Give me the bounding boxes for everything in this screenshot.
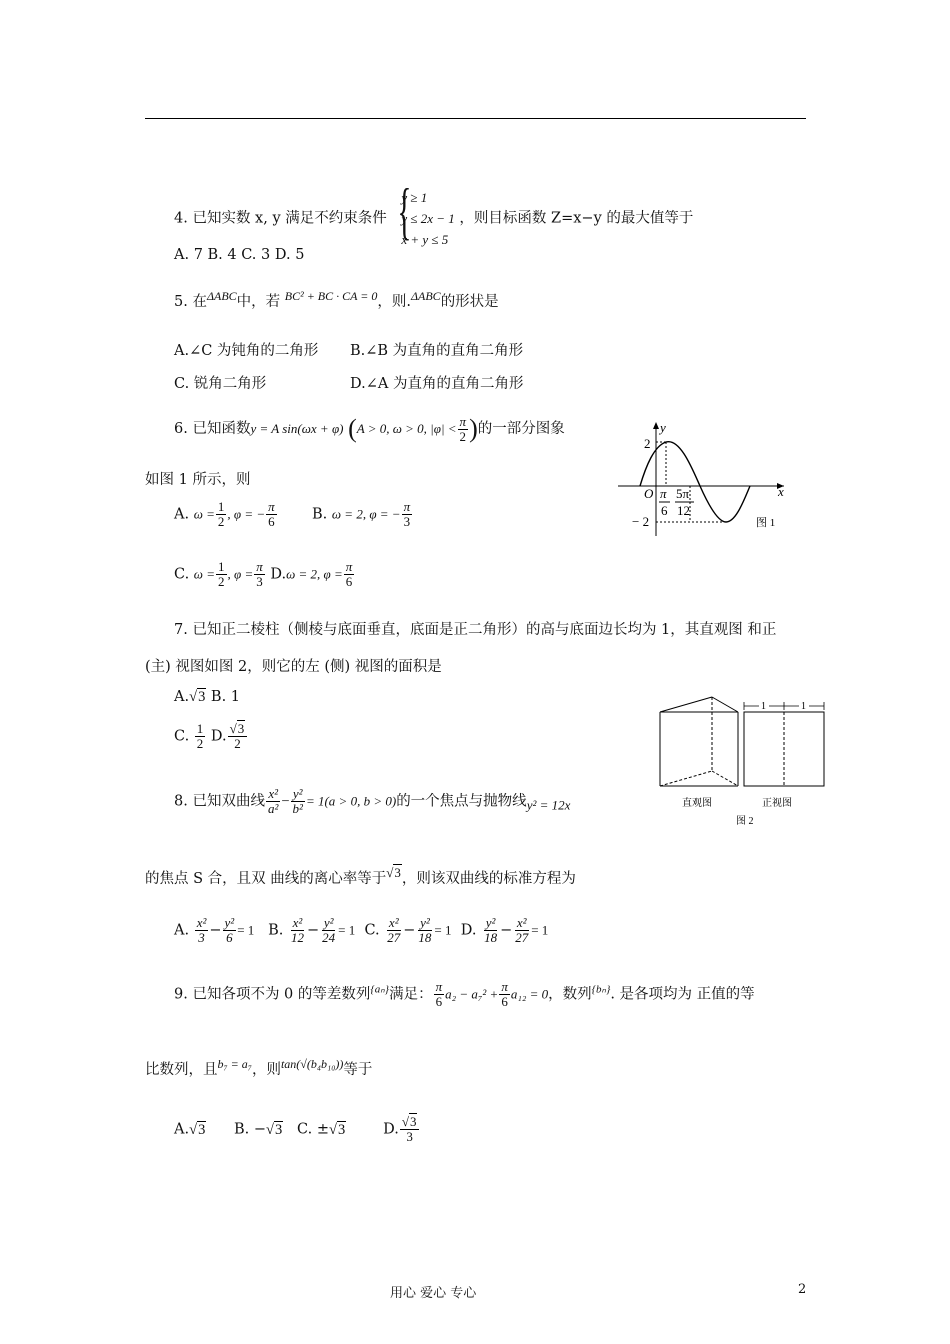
q5-abc-2: ΔABC <box>410 289 441 303</box>
q8-parab: y² = 12x <box>526 797 571 813</box>
q8-a-d1: 3 <box>198 930 205 945</box>
q8-text-c: 的焦点 S 合，且双 曲线的离心率等于 <box>145 870 387 887</box>
q7-opt-c-den: 2 <box>196 736 204 751</box>
q6-text-a: 6. 已知函数 <box>174 421 251 437</box>
q9-opt-c-sqrt3: 3 <box>337 1121 346 1138</box>
q9-text-d: . 是各项均为 正值的等 <box>610 986 755 1003</box>
q8-minus: − <box>281 793 290 810</box>
q9-a12: a₁₂ = 0 <box>510 986 549 1002</box>
q6-opt-a-tail: , φ = − <box>227 506 266 522</box>
q8-c-n2: y² <box>420 915 430 930</box>
q4-c3: x + y ≤ 5 <box>401 232 449 247</box>
q8-opt-d: D. <box>460 922 477 939</box>
q4-options: A. 7 B. 4 C. 3 D. 5 <box>174 247 305 263</box>
page-number: 2 <box>798 1282 807 1297</box>
fig2-hidden-bottom-left <box>660 771 712 786</box>
q8-line <box>174 787 570 816</box>
q8-d-d2: 27 <box>515 930 529 945</box>
q5-line <box>174 289 499 311</box>
q4-c1: { y ≥ 1 <box>401 190 428 205</box>
fig2-top-left <box>660 697 712 712</box>
q7-line1: 7. 已知正二棱柱（侧棱与底面垂直，底面是正二角形）的高与底面边长均为 1，其直观图 和正 <box>174 622 777 638</box>
q7-line2: (主) 视图如图 2，则它的左 (侧) 视图的面积是 <box>145 659 442 675</box>
q9-six-1: 6 <box>435 994 443 1009</box>
q8-b-n2: y² <box>323 915 334 930</box>
fig1-neg-two: − 2 <box>632 514 650 529</box>
q5-expr: BC² + BC · CA = 0 <box>284 289 378 303</box>
q6-opt-b <box>312 500 413 529</box>
q9-line2-a: 比数列，且 <box>145 1061 218 1078</box>
figure-2-prism <box>652 694 832 830</box>
q9-opt-d-sqrt3: 3 <box>409 1114 417 1129</box>
q9-pi-1: π <box>435 979 443 994</box>
q9-text-b: 满足： <box>389 986 433 1003</box>
q9-text-a: 9. 已知各项不为 0 的等差数列 <box>174 986 371 1003</box>
fig2-caption-left: 直观图 <box>682 798 712 809</box>
q5-opt-d: D.∠A 为直角的直角二角形 <box>350 376 524 392</box>
q6-opt-c-tail: , φ = <box>227 566 254 582</box>
q6-opt-c-omega: ω = <box>193 566 215 582</box>
q4-text-b: ，则目标函数 Z=x−y 的最大值等于 <box>459 210 694 227</box>
q9-bn: {bₙ} <box>591 983 611 996</box>
q8-b-d1: 12 <box>291 930 304 945</box>
q8-c-d2: 18 <box>418 930 432 945</box>
q7-opt-d-den: 2 <box>234 736 241 751</box>
footer-center: 用心 爱心 专心 <box>390 1286 477 1301</box>
q9-text-c: ，数列 <box>548 986 592 1003</box>
q6-opt-d-head: ω = 2, φ = <box>286 566 343 582</box>
q8-a-d2: 6 <box>226 930 233 945</box>
q9-six-2: 6 <box>501 994 508 1009</box>
q9-line2 <box>145 1057 372 1079</box>
q6-opt-a-six: 6 <box>268 514 275 529</box>
q7-opt-c-num: 1 <box>196 721 204 736</box>
q9-opt-d-three: 3 <box>406 1129 413 1144</box>
q7-opt-a-sqrt3: 3 <box>198 689 206 705</box>
fig1-origin: O <box>644 486 654 501</box>
q8-x2: x² <box>268 786 278 801</box>
q8-d-n2: x² <box>516 915 527 930</box>
fig1-twelve: 12 <box>677 503 690 518</box>
fig1-y-arrow <box>653 422 659 429</box>
q8-text-b: 的一个焦点与抛物线 <box>396 793 527 810</box>
q9-line2-c: 等于 <box>343 1061 373 1078</box>
q8-b-eq: = 1 <box>338 922 356 938</box>
q7-opt-b: B. 1 <box>210 689 241 705</box>
q5-abc: ΔABC <box>206 289 237 303</box>
fig1-5pi: 5π <box>676 486 690 501</box>
q5-opt-a: A.∠C 为钝角的二角形 <box>174 343 319 359</box>
q9-opt-b: B. − <box>233 1121 266 1138</box>
q8-c-d1: 27 <box>387 930 401 945</box>
q5-opt-c: C. 锐角二角形 <box>174 376 267 392</box>
fig1-y-label: y <box>660 420 666 435</box>
q9-opt-b-sqrt3: 3 <box>274 1121 283 1138</box>
q6-opt-b-three: 3 <box>403 514 411 529</box>
q6-opt-d-label: D. <box>270 566 287 583</box>
q7-opt-ab: A.√3 B. 1 <box>174 689 241 705</box>
q6-opt-b-head: ω = 2, φ = − <box>331 506 401 522</box>
q8-b-n1: x² <box>292 915 303 930</box>
q6-cond-two: 2 <box>459 428 467 444</box>
q9-tan: tan(√(b₄b₁₀)) <box>280 1057 344 1071</box>
q8-d-n1: y² <box>485 915 496 930</box>
q8-b2: b² <box>292 801 303 816</box>
fig2-dim-1: 1 <box>761 701 766 712</box>
q9-an: {aₙ} <box>370 983 390 996</box>
q5-text-d: 的形状是 <box>440 293 499 310</box>
q8-opt-c: C. <box>364 922 380 939</box>
fig2-caption-right: 正视图 <box>762 798 792 809</box>
q9-a2: a₂ − a₇² + <box>445 986 499 1002</box>
q8-c-n1: x² <box>388 915 399 930</box>
q9-line1 <box>174 980 755 1009</box>
q6-opt-a-num: 1 <box>217 499 225 514</box>
q6-opt-d-pi: π <box>345 559 353 574</box>
figure-1-sine <box>610 418 790 540</box>
q4-line <box>174 187 693 250</box>
q8-y2: y² <box>292 786 303 801</box>
q8-eq1: = 1(a > 0, b > 0) <box>305 793 397 809</box>
q6-line: 6. 已知函数y = A sin(ωx + φ) (A > 0, ω > 0, |φ| < $\frac{\pi}{2}$ )的一部分图象 <box>174 413 565 444</box>
q9-pi-2: π <box>501 979 508 994</box>
q8-a-n1: x² <box>196 915 207 930</box>
q7-opt-d: D. <box>210 728 227 745</box>
q8-a2: a² <box>267 801 279 816</box>
q9-opt-a: A. <box>174 1121 190 1138</box>
q6-opt-a-omega: ω = <box>193 506 215 522</box>
q9-opt-c: C. ± <box>297 1121 329 1138</box>
q6-opt-a-den: 2 <box>217 514 225 529</box>
q9-opt-a-sqrt3: 3 <box>198 1121 206 1138</box>
fig2-dim-2: 1 <box>801 701 806 712</box>
fig1-six: 6 <box>661 503 668 518</box>
q7-opt-c: C. <box>174 728 190 745</box>
q9-opt-d: D. <box>383 1121 399 1138</box>
q6-opt-c-num: 1 <box>218 559 225 574</box>
q8-a-n2: y² <box>224 915 235 930</box>
q6-opt-a <box>174 500 278 529</box>
q8-d-eq: = 1 <box>531 922 549 938</box>
q5-text-b: 中，若 <box>236 293 281 310</box>
q6-opt-c-den: 2 <box>218 574 225 589</box>
q8-d-d1: 18 <box>484 930 498 945</box>
q6-text-c: 如图 1 所示，则 <box>145 472 251 488</box>
q6-opt-d-six: 6 <box>345 574 353 589</box>
q5-text-c: ，则. <box>377 293 411 310</box>
header-rule <box>145 118 806 119</box>
q6-text-b: 的一部分图象 <box>477 421 565 437</box>
q8-opt-a: A. <box>174 922 190 939</box>
fig1-x-label: x <box>778 484 784 499</box>
q7-opt-cd: C. $\frac{1}{2}$ D. $\frac{√3}{2}$ <box>174 722 248 751</box>
q5-opt-b: B.∠B 为直角的直角二角形 <box>350 343 524 359</box>
q9-b7: b₇ = a₇ <box>217 1057 252 1071</box>
q6-opt-b-label: B. <box>312 506 328 523</box>
fig1-two: 2 <box>644 436 651 451</box>
q5-text-a: 5. 在 <box>174 293 207 310</box>
fig1-caption: 图 1 <box>756 517 776 529</box>
q8-sqrt3: 3 <box>394 865 401 880</box>
q6-opt-c <box>174 560 355 589</box>
q6-opt-c-pi: π <box>256 559 263 574</box>
q6-func: y = A sin(ωx + φ) <box>250 421 344 436</box>
q8-c-eq: = 1 <box>434 922 452 938</box>
q8-opt-b: B. <box>268 922 284 939</box>
q4-c2: y ≤ 2x − 1 <box>401 211 455 226</box>
q6-opt-a-pi: π <box>268 499 275 514</box>
q9-line2-b: ，则 <box>251 1061 281 1078</box>
q4-text-a: 4. 已知实数 x, y 满足不约束条件 <box>174 210 387 227</box>
fig2-hidden-bottom-right <box>712 771 738 786</box>
q8-b-d2: 24 <box>322 930 336 945</box>
q9-options: A.√3 B. −√3 C. ±√3 D. $\frac{√3}{3}$ <box>174 1115 420 1144</box>
q6-cond: A > 0, ω > 0, |φ| < <box>356 421 457 436</box>
q6-cond-pi: π <box>459 413 467 429</box>
fig2-top-right <box>712 697 738 712</box>
q8-text-d: ，则该双曲线的标准方程为 <box>401 870 576 887</box>
q8-options: A. $\frac{\text{x²}}{3}$ − $\frac{\text{y²}}{6}$ = 1 B. $\frac{\text{x²}}{12}$ − $\frac{\text{y²}}{24}$ = 1 C. $\frac{\text{x²}}{27}$ − $\frac{\text{y²}}{18}$ = 1 D. $\frac{\text{y²}}{18}$ − $\frac{\text{x²}}{27}$ = 1 <box>174 915 549 945</box>
q7-opt-a: A. <box>174 689 190 705</box>
q8-a-eq: = 1 <box>237 922 255 938</box>
fig1-pi: π <box>660 486 667 501</box>
q6-opt-c-three: 3 <box>256 574 263 589</box>
q6-opt-b-pi: π <box>403 499 411 514</box>
fig2-caption: 图 2 <box>736 816 754 827</box>
q6-opt-a-label: A. <box>174 506 190 523</box>
q8-line2: 的焦点 S 合，且双 曲线的离心率等于√3，则该双曲线的标准方程为 <box>145 865 576 887</box>
q7-opt-d-sqrt3: 3 <box>237 721 245 736</box>
q4-system <box>391 187 454 250</box>
q8-text-a: 8. 已知双曲线 <box>174 793 265 810</box>
q6-opt-c-label: C. <box>174 566 190 583</box>
